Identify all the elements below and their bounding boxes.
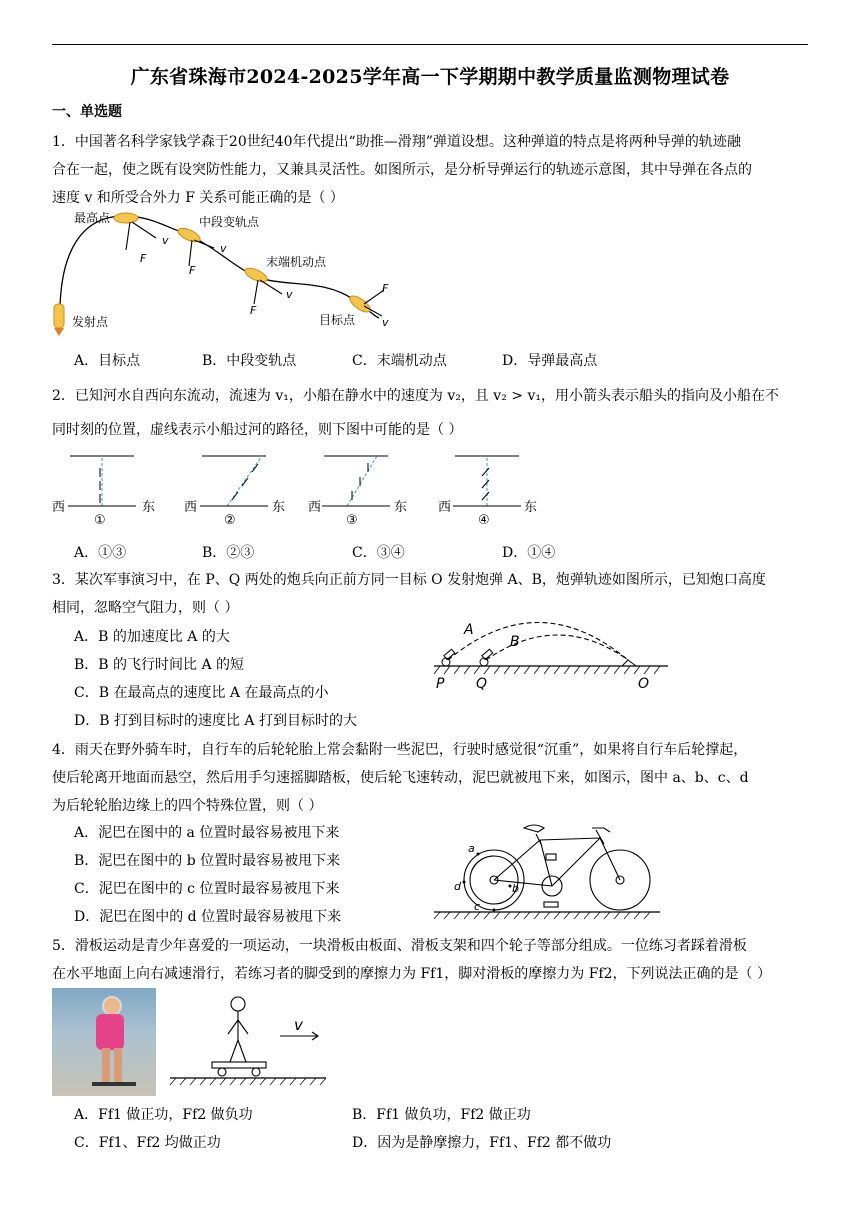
q4-point-d: d [454,880,461,893]
top-rule [52,44,808,45]
target-icon-o [622,660,636,666]
q4-option-d[interactable]: D．泥巴在图中的 d 位置时最容易被甩下来 [74,909,342,925]
q3-label-b: B [510,634,520,650]
q4-point-b: b [512,882,519,895]
q1-F-target: F [382,282,389,295]
q3-option-c[interactable]: C．B 在最高点的速度比 A 在最高点的小 [74,685,329,701]
q3-option-a[interactable]: A．B 的加速度比 A 的大 [74,629,230,645]
q1-line3: 速度 v 和所受合外力 F 关系可能正确的是（ ） [52,190,344,206]
q3-line2: 相同，忽略空气阻力，则（ ） [52,600,239,616]
q1-missile-trajectory-figure [44,208,404,343]
q1-option-c[interactable]: C．末端机动点 [352,353,447,369]
q3-projectile-figure [428,610,678,690]
q2-option-a[interactable]: A．①③ [74,545,127,561]
q1-mid-label: 中段变轨点 [199,215,260,229]
q2-east-3: 东 [394,500,408,515]
skateboard [92,1082,136,1086]
q2-option-b[interactable]: B．②③ [202,545,255,561]
q4-option-b[interactable]: B．泥巴在图中的 b 位置时最容易被甩下来 [74,853,341,869]
q3-option-d[interactable]: D．B 打到目标时的速度比 A 打到目标时的大 [74,713,357,729]
q2-fig-3-label: ③ [346,513,358,528]
cannon-icon-q [480,649,493,666]
q5-option-b[interactable]: B．Ff1 做负功，Ff2 做正功 [352,1107,531,1123]
q1-F-end: F [250,304,257,317]
q1-line1: 1．中国著名科学家钱学森于20世纪40年代提出“助推—滑翔”弹道设想。这种弹道的特点是将两种导弹的轨迹融 [52,134,741,150]
q1-option-d[interactable]: D．导弹最高点 [502,353,598,369]
q2-west-3: 西 [308,500,322,515]
q2-option-c[interactable]: C．③④ [352,545,405,561]
q1-option-b[interactable]: B．中段变轨点 [202,353,297,369]
question-5-text [52,932,812,988]
q5-line1: 5．滑板运动是青少年喜爱的一项运动，一块滑板由板面、滑板支架和四个轮子等部分组成。一位练习者踩着滑板 [52,938,747,954]
q5-option-a[interactable]: A．Ff1 做正功，Ff2 做负功 [74,1107,253,1123]
q2-east-4: 东 [524,500,538,515]
q1-F-mid: F [189,264,196,277]
missile-icon-top [114,213,138,223]
q5-option-c[interactable]: C．Ff1、Ff2 均做正功 [74,1135,221,1151]
q5-velocity-label: v [294,1016,303,1034]
q5-option-d[interactable]: D．因为是静摩擦力，Ff1、Ff2 都不做功 [352,1135,612,1151]
q1-F-top: F [140,252,147,265]
missile-icon-target [347,293,372,315]
question-2-text [52,382,812,444]
page-title: 广东省珠海市2024-2025学年高一下学期期中教学质量监测物理试卷 [130,66,730,88]
q2-fig-1-label: ① [94,513,106,528]
skater-shirt [96,1014,124,1050]
skater-leg-left [102,1048,110,1082]
q4-line2: 使后轮离开地面而悬空，然后用手匀速摇脚踏板，使后轮飞速转动，泥巴就被甩下来，如图示，图中 a、b、c、d [52,770,749,786]
section-heading: 一、单选题 [52,104,122,120]
q1-end-label: 末端机动点 [266,255,327,269]
q2-option-d[interactable]: D．①④ [502,545,556,561]
q3-label-q: Q [476,676,488,690]
question-4-text [52,736,812,820]
q4-bicycle-figure [432,810,662,922]
q1-option-a[interactable]: A．目标点 [74,353,141,369]
q2-line2: 同时刻的位置，虚线表示小船过河的路径，则下图中可能的是（ ） [52,422,463,438]
q3-label-p: P [436,676,445,690]
question-1-text [52,128,812,212]
q2-river-figures [52,448,542,528]
q4-point-c: c [474,900,481,913]
skater-head [102,996,122,1016]
q2-east-2: 东 [272,500,286,515]
q1-launch-label: 发射点 [72,315,109,329]
q1-line2: 合在一起，使之既有设突防性能力，又兼具灵活性。如图所示，是分析导弹运行的轨迹示意图，其中导弹在各点的 [52,162,752,178]
q1-top-label: 最高点 [74,211,111,225]
q2-east-1: 东 [142,500,156,515]
q3-label-a: A [464,622,474,638]
q5-line2: 在水平地面上向右减速滑行，若练习者的脚受到的摩擦力为 Ff1，脚对滑板的摩擦力为 Ff2，下列说法正确的是（ ） [52,966,771,982]
q2-west-1: 西 [52,500,66,515]
q4-option-c[interactable]: C．泥巴在图中的 c 位置时最容易被甩下来 [74,881,340,897]
q2-west-4: 西 [438,500,452,515]
skater-leg-right [114,1048,122,1082]
q2-fig-2-label: ② [224,513,236,528]
q4-line1: 4．雨天在野外骑车时，自行车的后轮轮胎上常会黏附一些泥巴，行驶时感觉很“沉重”，如果将自行车后轮撑起， [52,742,748,758]
q1-v-top: v [162,234,169,247]
q1-v-end: v [286,288,293,301]
q3-label-o: O [638,676,650,690]
q2-west-2: 西 [184,500,198,515]
q5-skateboard-diagram [168,992,338,1092]
q1-v-mid: v [220,242,227,255]
q2-line1: 2．已知河水自西向东流动，流速为 v₁，小船在静水中的速度为 v₂，且 v₂ > v₁，用小箭头表示船头的指向及小船在不 [52,388,779,404]
cannon-icon-p [442,649,455,666]
q3-line1: 3．某次军事演习中，在 P、Q 两处的炮兵向正前方同一目标 O 发射炮弹 A、B，炮弹轨迹如图所示，已知炮口高度 [52,572,766,588]
q4-option-a[interactable]: A．泥巴在图中的 a 位置时最容易被甩下来 [74,825,340,841]
q2-fig-4-label: ④ [478,513,490,528]
skater-photo [52,988,156,1096]
q4-line3: 为后轮轮胎边缘上的四个特殊位置，则（ ） [52,798,323,814]
q3-option-b[interactable]: B．B 的飞行时间比 A 的短 [74,657,245,673]
q1-v-target: v [382,316,389,329]
q4-point-a: a [468,842,475,855]
q1-target-label: 目标点 [319,313,356,327]
missile-icon-launch [54,304,64,336]
